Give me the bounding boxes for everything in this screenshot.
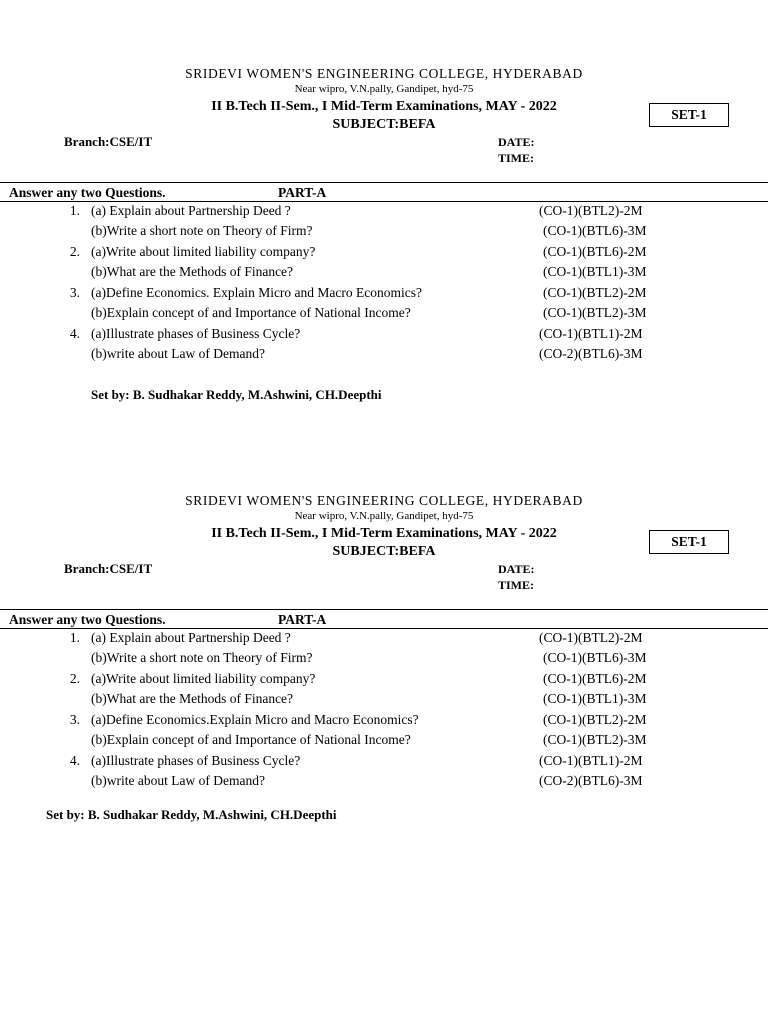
- college-address: Near wipro, V.N.pally, Gandipet, hyd-75: [294, 510, 474, 522]
- question-row: [0, 732, 768, 752]
- set-by-credits: Set by: B. Sudhakar Reddy, M.Ashwini, CH.Deepthi: [46, 807, 337, 822]
- question-text: (a) Explain about Partnership Deed ?: [91, 203, 291, 218]
- question-number: 3.: [69, 285, 80, 300]
- section-divider-top: [0, 182, 768, 183]
- exam-title: II B.Tech II-Sem., I Mid-Term Examinations, MAY - 2022: [211, 99, 557, 114]
- subject-title: SUBJECT:BEFA: [332, 117, 436, 132]
- question-text: (b)Explain concept of and Importance of National Income?: [91, 305, 411, 320]
- question-row: [0, 671, 768, 691]
- question-text: (a)Define Economics.Explain Micro and Macro Economics?: [91, 712, 419, 727]
- section-divider-top: [0, 609, 768, 610]
- college-address: Near wipro, V.N.pally, Gandipet, hyd-75: [294, 83, 474, 95]
- question-text: (a)Illustrate phases of Business Cycle?: [91, 753, 301, 768]
- exam-paper-2: [0, 427, 768, 847]
- question-number: 4.: [69, 753, 80, 768]
- question-row: [0, 773, 768, 793]
- college-name: SRIDEVI WOMEN'S ENGINEERING COLLEGE, HYDERABAD: [185, 493, 583, 508]
- time-label: TIME:: [498, 151, 534, 165]
- date-label: DATE:: [498, 135, 535, 149]
- question-row: [0, 650, 768, 670]
- question-text: (a)Write about limited liability company?: [91, 671, 316, 686]
- part-heading: PART-A: [278, 612, 327, 627]
- set-badge: SET-1: [649, 530, 729, 554]
- instructions: Answer any two Questions.: [9, 185, 166, 200]
- exam-paper-1: [0, 0, 768, 420]
- question-row: [0, 223, 768, 243]
- question-number: 3.: [69, 712, 80, 727]
- question-marks: (CO-1)(BTL1)-2M: [539, 753, 643, 768]
- question-marks: (CO-1)(BTL2)-2M: [539, 630, 643, 645]
- question-text: (a) Explain about Partnership Deed ?: [91, 630, 291, 645]
- branch-label: Branch:CSE/IT: [64, 561, 153, 576]
- branch-label: Branch:CSE/IT: [64, 134, 153, 149]
- question-number: 4.: [69, 326, 80, 341]
- question-row: [0, 346, 768, 366]
- question-number: 1.: [69, 203, 80, 218]
- exam-title: II B.Tech II-Sem., I Mid-Term Examinations, MAY - 2022: [211, 526, 557, 541]
- time-label: TIME:: [498, 578, 534, 592]
- question-text: (b)What are the Methods of Finance?: [91, 691, 294, 706]
- question-text: (b)write about Law of Demand?: [91, 773, 265, 788]
- section-divider-bottom: [0, 201, 768, 202]
- date-label: DATE:: [498, 562, 535, 576]
- question-row: [0, 305, 768, 325]
- question-marks: (CO-1)(BTL2)-2M: [543, 285, 647, 300]
- question-number: 1.: [69, 630, 80, 645]
- question-row: [0, 753, 768, 773]
- question-text: (b)write about Law of Demand?: [91, 346, 265, 361]
- question-marks: (CO-1)(BTL2)-3M: [543, 305, 647, 320]
- question-text: (a)Define Economics. Explain Micro and Macro Economics?: [91, 285, 423, 300]
- question-row: [0, 203, 768, 223]
- question-marks: (CO-1)(BTL1)-3M: [543, 691, 647, 706]
- question-row: [0, 285, 768, 305]
- question-text: (a)Illustrate phases of Business Cycle?: [91, 326, 301, 341]
- question-text: (b)Write a short note on Theory of Firm?: [91, 650, 313, 665]
- question-row: [0, 244, 768, 264]
- question-marks: (CO-1)(BTL2)-2M: [539, 203, 643, 218]
- set-by-credits: Set by: B. Sudhakar Reddy, M.Ashwini, CH.Deepthi: [91, 387, 382, 402]
- question-marks: (CO-1)(BTL2)-2M: [543, 712, 647, 727]
- question-marks: (CO-1)(BTL6)-3M: [543, 650, 647, 665]
- college-name: SRIDEVI WOMEN'S ENGINEERING COLLEGE, HYDERABAD: [185, 66, 583, 81]
- question-row: [0, 326, 768, 346]
- question-number: 2.: [69, 671, 80, 686]
- question-marks: (CO-1)(BTL1)-2M: [539, 326, 643, 341]
- question-marks: (CO-1)(BTL6)-2M: [543, 671, 647, 686]
- question-row: [0, 630, 768, 650]
- question-text: (b)Explain concept of and Importance of National Income?: [91, 732, 411, 747]
- set-badge: SET-1: [649, 103, 729, 127]
- part-heading: PART-A: [278, 185, 327, 200]
- question-marks: (CO-1)(BTL1)-3M: [543, 264, 647, 279]
- question-marks: (CO-1)(BTL6)-3M: [543, 223, 647, 238]
- question-number: 2.: [69, 244, 80, 259]
- question-row: [0, 691, 768, 711]
- question-row: [0, 264, 768, 284]
- question-marks: (CO-1)(BTL6)-2M: [543, 244, 647, 259]
- question-text: (b)Write a short note on Theory of Firm?: [91, 223, 313, 238]
- question-marks: (CO-1)(BTL2)-3M: [543, 732, 647, 747]
- question-text: (a)Write about limited liability company?: [91, 244, 316, 259]
- question-text: (b)What are the Methods of Finance?: [91, 264, 294, 279]
- question-row: [0, 712, 768, 732]
- section-divider-bottom: [0, 628, 768, 629]
- question-marks: (CO-2)(BTL6)-3M: [539, 773, 643, 788]
- question-marks: (CO-2)(BTL6)-3M: [539, 346, 643, 361]
- instructions: Answer any two Questions.: [9, 612, 166, 627]
- subject-title: SUBJECT:BEFA: [332, 544, 436, 559]
